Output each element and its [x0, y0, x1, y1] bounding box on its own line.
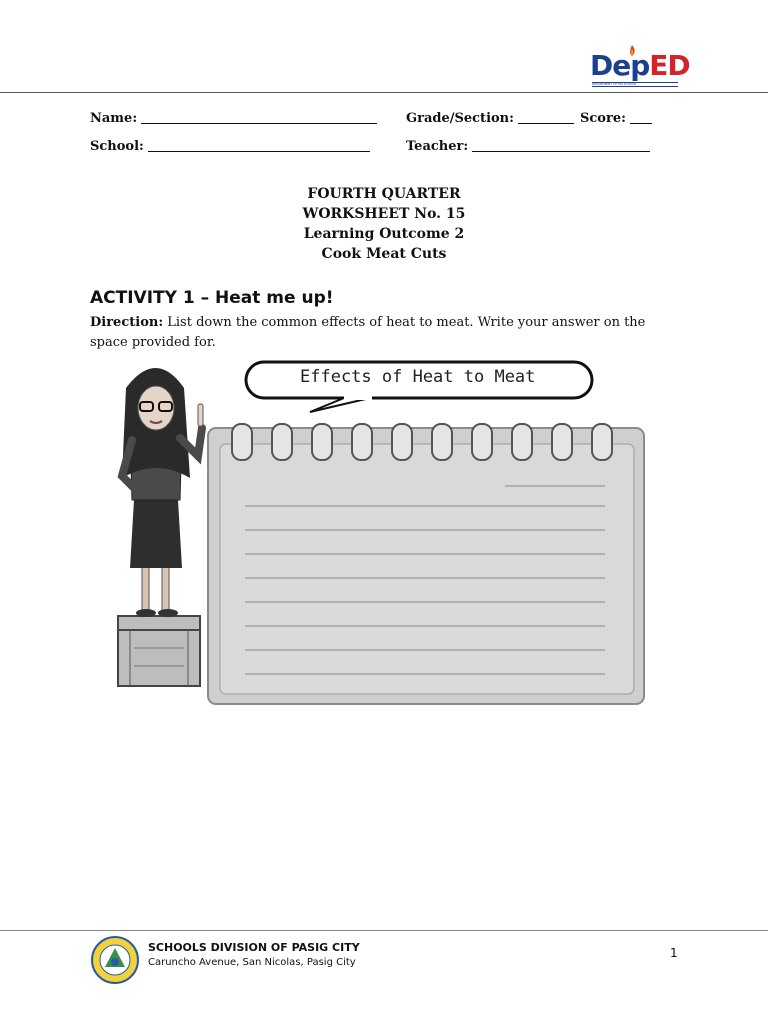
logo-text-ed: ED [649, 49, 690, 82]
speech-bubble-text: Effects of Heat to Meat [300, 367, 536, 387]
page-number: 1 [670, 946, 678, 960]
division-seal-icon [90, 935, 140, 985]
score-field[interactable] [580, 111, 652, 126]
teacher-field[interactable] [406, 139, 650, 154]
logo-subtitle: DEPARTMENT OF EDUCATION [592, 82, 636, 86]
direction-paragraph [90, 313, 670, 353]
school-field[interactable] [90, 139, 370, 154]
logo-wordmark [590, 49, 690, 82]
notepad [208, 424, 644, 704]
quarter-title: FOURTH QUARTER [307, 186, 461, 202]
name-label: Name: [90, 111, 138, 126]
logo-text-dep: Dep [590, 49, 650, 82]
footer-divider [0, 930, 768, 931]
grade-section-label: Grade/Section: [406, 111, 514, 126]
grade-section-blank[interactable] [518, 111, 574, 124]
direction-label: Direction: [90, 315, 164, 330]
teacher-blank[interactable] [472, 139, 650, 152]
score-label: Score: [580, 111, 626, 126]
footer-address: Caruncho Avenue, San Nicolas, Pasig City [148, 957, 356, 968]
teacher-character [118, 368, 203, 686]
grade-section-field[interactable] [406, 111, 574, 126]
teacher-label: Teacher: [406, 139, 469, 154]
score-blank[interactable] [630, 111, 652, 124]
direction-text: List down the common effects of heat to meat. Write your answer on the space provided for. [90, 315, 646, 350]
name-field[interactable] [90, 111, 377, 126]
logo-subtitle-band [592, 82, 678, 87]
footer-division-name: SCHOOLS DIVISION OF PASIG CITY [148, 941, 360, 954]
header-divider [0, 92, 768, 93]
worksheet-number: WORKSHEET No. 15 [302, 206, 466, 222]
activity-illustration [100, 358, 660, 710]
lesson-title: Cook Meat Cuts [321, 246, 447, 262]
activity-heading: ACTIVITY 1 – Heat me up! [90, 288, 334, 308]
deped-logo [590, 44, 690, 92]
school-blank[interactable] [148, 139, 370, 152]
name-blank[interactable] [141, 111, 377, 124]
school-label: School: [90, 139, 144, 154]
learning-outcome: Learning Outcome 2 [303, 226, 465, 242]
